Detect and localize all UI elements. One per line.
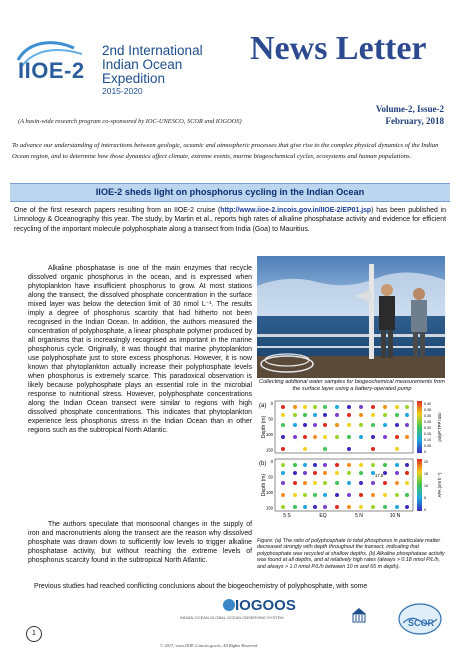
sample-point: [335, 471, 339, 475]
cruise-link[interactable]: http://www.iioe-2.incois.gov.in/IIOE-2/EP01.jsp: [220, 207, 372, 214]
sample-point: [371, 413, 375, 417]
sample-point: [313, 413, 317, 417]
title-line-1: 2nd International: [102, 43, 203, 58]
sample-point: [281, 405, 285, 409]
title-line-3: Expedition: [102, 71, 166, 86]
sample-point: [371, 405, 375, 409]
sample-point: [281, 493, 285, 497]
sample-point: [371, 505, 375, 509]
title-line-2: Indian Ocean: [102, 57, 183, 72]
sample-point: [383, 471, 387, 475]
mission-statement: To advance our understanding of interactions between geologic, oceanic and atmospheric processes that give rise to the complex physical dynamics of the Indian Ocean region, and to determine how those dynamics affect climate, extreme events, marine biogeochemical cycles, ecosystems and human populations.: [12, 142, 439, 160]
sample-point: [323, 423, 327, 427]
sample-point: [383, 493, 387, 497]
issue-info: [376, 103, 444, 127]
sample-point: [347, 405, 351, 409]
sample-point: [323, 435, 327, 439]
cbar-tick-1-1: 15: [424, 472, 428, 476]
sample-point: [347, 413, 351, 417]
sample-point: [335, 413, 339, 417]
copyright-notice: © 2017, www.IIOE-2.incois.gov.in, All Rights Reserved.: [160, 643, 259, 648]
panel-label-0: (a): [259, 403, 267, 409]
sample-point: [347, 471, 351, 475]
sample-point: [359, 435, 363, 439]
cbar-tick-0-8: 0: [424, 450, 426, 454]
sample-point: [293, 423, 297, 427]
sample-point: [281, 481, 285, 485]
colorbar-label-0: polyP:TPP ratio: [437, 412, 442, 442]
ytick-0-1: 50: [268, 416, 273, 422]
sample-point: [293, 435, 297, 439]
sample-point: [347, 505, 351, 509]
iogoos-subtitle: INDIAN OCEAN GLOBAL OCEAN OBSERVING SYSTEM: [180, 615, 284, 620]
sample-point: [323, 413, 327, 417]
sample-point: [293, 471, 297, 475]
sample-point: [293, 405, 297, 409]
sample-point: [323, 405, 327, 409]
article-title-banner: [10, 183, 450, 202]
phosphorus-depth-chart: [257, 397, 447, 537]
sample-point: [405, 413, 409, 417]
sample-point: [313, 471, 317, 475]
sample-point: [405, 423, 409, 427]
sample-point: [293, 493, 297, 497]
sample-point: [281, 423, 285, 427]
sample-point: [323, 481, 327, 485]
sample-point: [359, 405, 363, 409]
cbar-tick-0-1: 0.35: [424, 408, 431, 412]
sample-point: [347, 435, 351, 439]
sample-point: [303, 505, 307, 509]
basin-note: (A basin-wide research program co-sponsored by IOC-UNESCO, SCOR and IOGOOS): [18, 118, 242, 125]
sample-point: [395, 423, 399, 427]
article-paragraph-1: [14, 206, 446, 234]
sample-point: [395, 447, 399, 451]
sample-point: [303, 463, 307, 467]
sample-point: [335, 423, 339, 427]
iioe-logo-text: IIOE-2: [18, 58, 85, 83]
sample-point: [371, 481, 375, 485]
article-title: IIOE-2 sheds light on phosphorus cycling in the Indian Ocean: [95, 187, 365, 197]
sample-point: [303, 423, 307, 427]
unesco-logo-icon: [350, 606, 368, 624]
newsletter-title: News Letter: [250, 30, 427, 67]
sample-point: [335, 463, 339, 467]
sample-point: [293, 463, 297, 467]
sample-point: [405, 405, 409, 409]
sample-point: [347, 447, 351, 451]
colorbar-b: [417, 459, 422, 511]
sample-point: [303, 447, 307, 451]
sample-point: [323, 505, 327, 509]
sample-point: [359, 505, 363, 509]
sample-point: [359, 423, 363, 427]
sample-point: [359, 471, 363, 475]
sample-point: [405, 505, 409, 509]
sample-point: [303, 471, 307, 475]
xtick-2: 5 N: [355, 513, 363, 519]
ytick-1-1: 50: [268, 474, 273, 480]
sample-point: [395, 493, 399, 497]
sample-point: [303, 493, 307, 497]
sample-point: [293, 505, 297, 509]
sample-point: [383, 405, 387, 409]
ship-deck-photo: [257, 256, 445, 378]
sample-point: [359, 463, 363, 467]
sample-point: [303, 481, 307, 485]
sample-point: [313, 505, 317, 509]
cbar-tick-0-7: 0.05: [424, 444, 431, 448]
sample-point: [383, 481, 387, 485]
cbar-tick-0-3: 0.25: [424, 420, 431, 424]
sample-point: [383, 423, 387, 427]
sample-point: [347, 481, 351, 485]
ytick-0-2: 100: [266, 432, 273, 437]
sample-point: [335, 405, 339, 409]
sample-point: [405, 435, 409, 439]
cbar-tick-0-0: 0.40: [424, 402, 431, 406]
figure-caption: Figure: (a) The ratio of polyphosphate to total phosphorus in particulate matter decreased strongly with depth throughout the transect, indicating that polyphosphate was recycled at shallow depths. (b) Alkaline phosphatase activity was found at all depths, and at relatively high rates (always > 0.18 nmol P/L/h, and always > 1.0 nmol P/L/h between 10 m and 65 m depth).: [257, 538, 445, 570]
sample-point: [313, 423, 317, 427]
xtick-1: EQ: [319, 513, 327, 519]
cbar-tick-0-4: 0.20: [424, 426, 431, 430]
panel-annotation: 17.5: [375, 473, 384, 478]
p2-text: Alkaline phosphatase is one of the main enzymes that recycle dissolved organic phosphorus in the ocean, and is expressed when phytoplankton have insufficient phosphorus to grow. At most stations along the transect, the dissolved phosphate concentration in the surface mixed layer was below the detection limit of 30 nmol L⁻¹. The results imply a degree of phosphorus scarcity that had hitherto not been recognised in the Indian Ocean. In addition, the authors measured the concentration of polyphosphate, a linear phosphate polymer produced by all organisms that is increasingly recognised as important in the marine phosphorus cycle. Originally, it was thought that marine phytoplankton use polyphosphate just to store excess phosphorus. However, it is now known that phytoplankton actually increase their polyphosphate levels when phosphorus is extremely scarce. This paradoxical observation is likely because polyphosphate plays an essential role in the microbial response to nutritional stress. However, polyphosphate concentrations along the Indian Ocean transect were similar to regions with high dissolved phosphate concentrations. This indicates that phytoplankton experience less phosphorus stress in the Indian Ocean than in other regions such as the subtropical North Atlantic.: [28, 265, 252, 434]
expedition-years: 2015-2020: [102, 86, 143, 96]
sample-point: [313, 405, 317, 409]
sample-point: [347, 423, 351, 427]
sample-point: [347, 493, 351, 497]
issue-date: February, 2018: [385, 116, 444, 126]
sample-point: [383, 463, 387, 467]
sample-point: [395, 405, 399, 409]
cbar-tick-0-6: 0.10: [424, 438, 431, 442]
sample-point: [395, 505, 399, 509]
ylabel-1: Depth (m): [261, 473, 267, 497]
ytick-1-2: 100: [266, 490, 273, 495]
sample-point: [313, 463, 317, 467]
ytick-1-3: 150: [266, 505, 273, 511]
sample-point: [395, 481, 399, 485]
sample-point: [405, 493, 409, 497]
sample-point: [371, 447, 375, 451]
colorbar-label-1: APA (nM h⁻¹): [437, 472, 442, 498]
article-paragraph-4: Previous studies had reached conflicting conclusions about the biogeochemistry of polyphosphate, with some: [34, 583, 368, 590]
cbar-tick-1-3: 5: [424, 496, 426, 500]
sample-point: [383, 505, 387, 509]
panel-label-1: (b): [259, 461, 267, 467]
page-number: 1: [26, 626, 42, 642]
sample-point: [281, 435, 285, 439]
sample-point: [313, 493, 317, 497]
sample-point: [395, 463, 399, 467]
sample-point: [313, 481, 317, 485]
sample-point: [383, 413, 387, 417]
sample-point: [395, 435, 399, 439]
article-paragraph-2: [28, 264, 252, 435]
expedition-title: [102, 44, 203, 86]
ytick-0-3: 150: [266, 447, 273, 453]
cbar-tick-1-0: 20: [424, 460, 428, 464]
sample-point: [293, 413, 297, 417]
sample-point: [281, 447, 285, 451]
sample-point: [281, 471, 285, 475]
p3-text: The authors speculate that monsoonal changes in the supply of iron and macronutrients along the transect are the reason why dissolved phosphate was drawn down to sufficiently low levels to trigger alkaline phosphatase activity, but without reaching the extreme levels of phosphorus scarcity found in the subtropical North Atlantic.: [28, 521, 252, 564]
sample-point: [281, 413, 285, 417]
sample-point: [371, 463, 375, 467]
sample-point: [293, 481, 297, 485]
xtick-0: 5 S: [283, 513, 291, 519]
p1-text-b: ) has been published in Limnology & Oceanography this year. The study, by Martin et al., reports high rates of alkaline phosphatase activity and evidence for efficient recycling of the important molecule polyphosphate along a transect from India (Goa) to Mauritius.: [14, 207, 446, 233]
ylabel-0: Depth (m): [261, 415, 267, 439]
sample-point: [281, 463, 285, 467]
sample-point: [395, 471, 399, 475]
article-paragraph-3: [28, 520, 252, 565]
sample-point: [323, 493, 327, 497]
cbar-tick-0-2: 0.30: [424, 414, 431, 418]
sample-point: [335, 493, 339, 497]
cbar-tick-1-2: 10: [424, 484, 428, 488]
sample-point: [359, 481, 363, 485]
xtick-3: 10 N: [389, 513, 401, 519]
sample-point: [335, 505, 339, 509]
sample-point: [395, 413, 399, 417]
sample-point: [323, 471, 327, 475]
p1-text-a: One of the first research papers resulting from an IIOE-2 cruise (: [14, 207, 221, 214]
sample-point: [371, 435, 375, 439]
sample-point: [347, 463, 351, 467]
sample-point: [405, 463, 409, 467]
scor-label: SCOR: [408, 618, 435, 628]
sample-point: [371, 423, 375, 427]
sample-point: [323, 463, 327, 467]
sample-point: [359, 413, 363, 417]
ytick-1-0: 0: [270, 459, 273, 464]
sample-point: [323, 447, 327, 451]
cbar-tick-0-5: 0.15: [424, 432, 431, 436]
iogoos-logo: IOGOOS: [235, 597, 296, 614]
sample-point: [303, 405, 307, 409]
sample-point: [359, 493, 363, 497]
sample-point: [371, 493, 375, 497]
sample-point: [313, 435, 317, 439]
ytick-0-0: 0: [270, 401, 273, 406]
sample-point: [405, 481, 409, 485]
sample-point: [383, 435, 387, 439]
iogoos-globe-icon: [222, 598, 236, 612]
sample-point: [405, 471, 409, 475]
sample-point: [335, 481, 339, 485]
photo-caption: Collecting addiional water samples for biogeochemical measurements from the surface layer using a battery-operated pump: [259, 379, 445, 392]
volume-issue: Volume-2, Issue-2: [375, 104, 444, 114]
cbar-tick-1-4: 0: [424, 508, 426, 512]
colorbar-a: [417, 401, 422, 453]
sample-point: [303, 435, 307, 439]
sample-point: [335, 435, 339, 439]
sample-point: [281, 505, 285, 509]
sample-point: [303, 413, 307, 417]
